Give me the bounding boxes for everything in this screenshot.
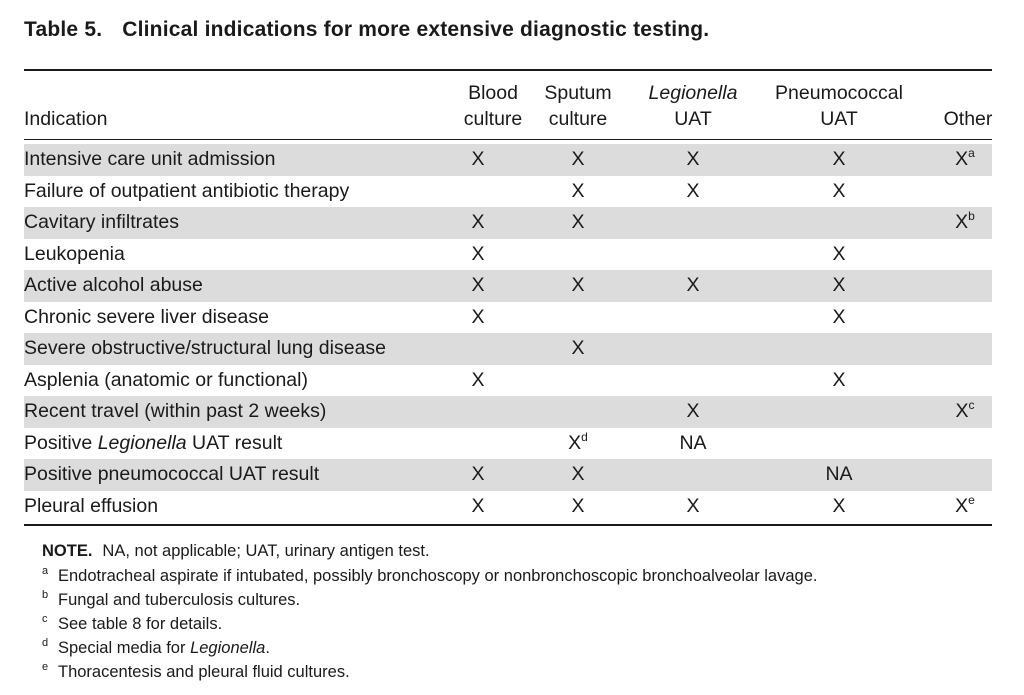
pneumococcal-cell: X bbox=[832, 148, 846, 170]
sputum-cell: X bbox=[571, 211, 585, 233]
indication-label bbox=[24, 495, 158, 518]
indication-text: Cavitary infiltrates bbox=[24, 211, 179, 233]
legionella-cell: X bbox=[686, 274, 700, 296]
pneumococcal-cell: X bbox=[832, 242, 846, 265]
footnote-mark: b bbox=[42, 589, 49, 601]
table-row bbox=[24, 491, 992, 523]
header-other: Other bbox=[943, 108, 993, 130]
blood-cell: X bbox=[471, 274, 485, 296]
footnote-text: Special media for bbox=[58, 639, 191, 657]
indication-label bbox=[24, 337, 386, 360]
footnote-reference: c bbox=[968, 398, 975, 412]
note-line: NOTE. NA, not applicable; UAT, urinary antigen test. bbox=[42, 542, 430, 560]
table-row bbox=[24, 396, 992, 428]
header-blood-culture: Blood culture bbox=[463, 82, 523, 130]
table-row bbox=[24, 239, 992, 271]
footnote-reference: b bbox=[968, 209, 975, 223]
footnote bbox=[42, 589, 817, 613]
sputum-cell: X bbox=[571, 274, 585, 296]
footnote-mark: c bbox=[42, 613, 48, 625]
indication-label bbox=[24, 432, 282, 455]
table-number: Table 5. bbox=[24, 18, 103, 41]
other-cell: $X^a$ bbox=[955, 146, 975, 170]
indication-label bbox=[24, 243, 125, 266]
indication-text: Legionella bbox=[97, 431, 187, 454]
footnote-text: Endotracheal aspirate if intubated, possibly bronchoscopy or nonbronchoscopic bronchoalveolar lavage. bbox=[58, 567, 818, 585]
footnote bbox=[42, 637, 817, 661]
bottom-rule bbox=[24, 524, 992, 526]
table-row bbox=[24, 144, 992, 176]
blood-cell: X bbox=[471, 494, 485, 517]
sputum-cell: $X^d$ bbox=[568, 429, 588, 454]
pneumococcal-cell: X bbox=[832, 305, 846, 328]
table-row bbox=[24, 459, 992, 491]
other-cell: $X^c$ bbox=[955, 398, 975, 422]
indication-text: Leukopenia bbox=[24, 242, 125, 265]
footnote bbox=[42, 565, 817, 589]
footnote bbox=[42, 661, 817, 685]
table-notes bbox=[42, 542, 817, 685]
table-body bbox=[24, 144, 992, 522]
header-pneumococcal-uat: Pneumococcal UAT bbox=[775, 82, 903, 130]
table-row bbox=[24, 428, 992, 460]
other-cell: Xe bbox=[955, 492, 975, 517]
indication-text: UAT result bbox=[186, 431, 283, 454]
top-rule bbox=[24, 69, 992, 71]
header-indication: Indication bbox=[24, 108, 108, 130]
table-row bbox=[24, 176, 992, 208]
pneumococcal-cell: X bbox=[832, 494, 846, 517]
indication-text: Severe obstructive/structural lung disease bbox=[24, 337, 387, 359]
table-row bbox=[24, 365, 992, 397]
table-title bbox=[24, 18, 709, 42]
table-header bbox=[24, 80, 992, 138]
table-row bbox=[24, 302, 992, 334]
legionella-cell: X bbox=[686, 179, 700, 202]
footnote-reference: e bbox=[968, 492, 975, 507]
footnote-text: See table 8 for details. bbox=[58, 615, 223, 633]
footnote-text: Legionella bbox=[190, 639, 266, 657]
pneumococcal-cell: X bbox=[832, 274, 846, 296]
table-caption: Clinical indications for more extensive diagnostic testing. bbox=[122, 18, 710, 41]
indication-text: Pleural effusion bbox=[24, 494, 159, 517]
header-legionella-uat: Legionella UAT bbox=[648, 82, 738, 130]
blood-cell: X bbox=[471, 211, 485, 233]
pneumococcal-cell: X bbox=[832, 368, 846, 391]
footnotes bbox=[42, 565, 817, 685]
other-cell: $X^b$ bbox=[955, 209, 975, 233]
indication-label bbox=[24, 274, 203, 297]
footnote-text: . bbox=[265, 639, 270, 657]
sputum-cell: X bbox=[571, 148, 585, 170]
footnote-mark: d bbox=[42, 637, 49, 649]
sputum-cell: X bbox=[571, 494, 585, 517]
footnote-mark: e bbox=[42, 661, 49, 673]
indication-text: Chronic severe liver disease bbox=[24, 305, 269, 328]
legionella-cell: X bbox=[686, 494, 700, 517]
indication-text: Asplenia (anatomic or functional) bbox=[24, 368, 308, 391]
indication-text: Intensive care unit admission bbox=[24, 148, 276, 170]
indication-label bbox=[24, 463, 319, 486]
pneumococcal-cell: NA bbox=[825, 463, 853, 485]
legionella-cell: NA bbox=[679, 431, 707, 454]
header-rule bbox=[24, 139, 992, 140]
indication-label bbox=[24, 180, 349, 203]
indication-label bbox=[24, 211, 179, 234]
footnote-text: Fungal and tuberculosis cultures. bbox=[58, 591, 301, 609]
indication-text: Positive bbox=[24, 431, 98, 454]
indication-text: Active alcohol abuse bbox=[24, 274, 203, 296]
footnote-reference: d bbox=[581, 429, 588, 444]
footnote bbox=[42, 613, 817, 637]
sputum-cell: X bbox=[571, 463, 585, 485]
footnote-reference: a bbox=[968, 146, 975, 160]
blood-cell: X bbox=[471, 305, 485, 328]
header-sputum-culture: Sputum culture bbox=[544, 82, 612, 130]
indication-label bbox=[24, 148, 275, 171]
blood-cell: X bbox=[471, 242, 485, 265]
legionella-cell: X bbox=[686, 148, 700, 170]
blood-cell: X bbox=[471, 148, 485, 170]
indication-label bbox=[24, 400, 326, 423]
indication-text: Failure of outpatient antibiotic therapy bbox=[24, 179, 350, 202]
indication-label bbox=[24, 369, 308, 392]
sputum-cell: X bbox=[571, 337, 585, 359]
footnote-mark: a bbox=[42, 565, 49, 577]
table-row bbox=[24, 207, 992, 239]
indication-text: Recent travel (within past 2 weeks) bbox=[24, 400, 327, 422]
blood-cell: X bbox=[471, 463, 485, 485]
table-row bbox=[24, 333, 992, 365]
pneumococcal-cell: X bbox=[832, 179, 846, 202]
indication-label bbox=[24, 306, 269, 329]
sputum-cell: X bbox=[571, 179, 585, 202]
indication-text: Positive pneumococcal UAT result bbox=[24, 463, 320, 485]
footnote-text: Thoracentesis and pleural fluid cultures. bbox=[58, 663, 350, 681]
legionella-cell: X bbox=[686, 400, 700, 422]
table-row bbox=[24, 270, 992, 302]
blood-cell: X bbox=[471, 368, 485, 391]
